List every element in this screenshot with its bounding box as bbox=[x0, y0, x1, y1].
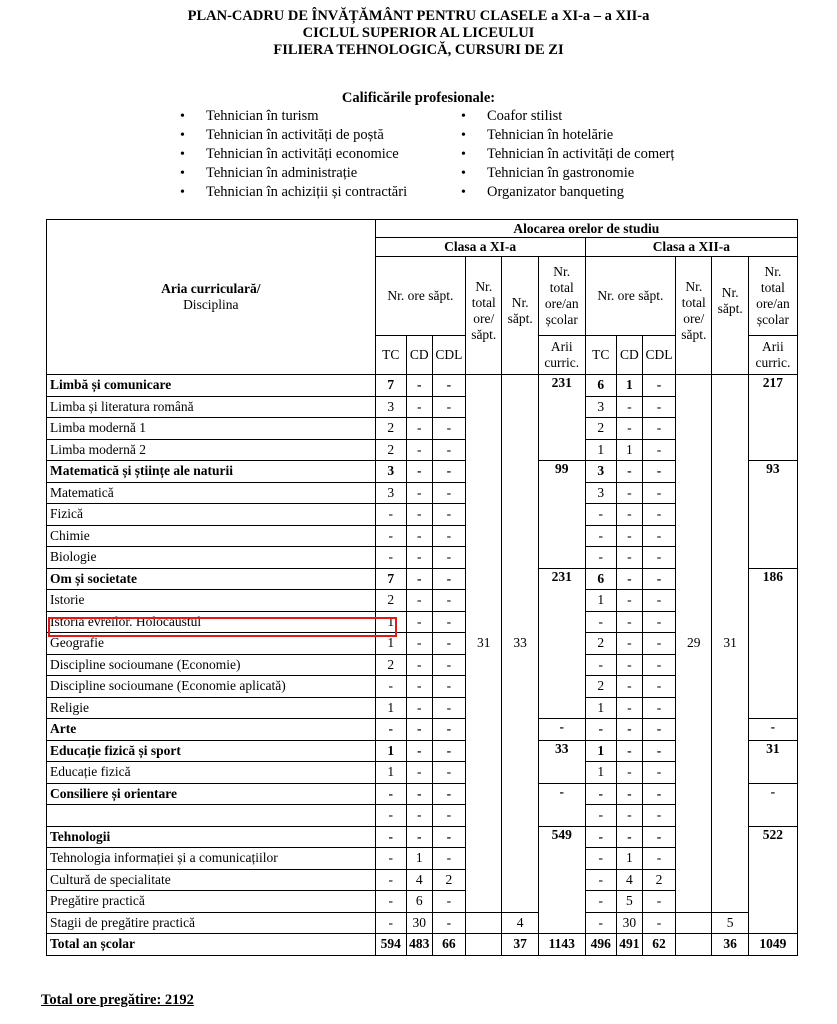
hours-cell-12: 5 bbox=[616, 891, 642, 913]
total-week-header-12: Nr. total ore/ săpt. bbox=[676, 257, 712, 375]
hours-cell-12: 1 bbox=[616, 375, 642, 397]
hours-cell-11: - bbox=[432, 633, 465, 655]
hours-cell-12: - bbox=[642, 697, 675, 719]
total-week-12: 29 bbox=[676, 375, 712, 913]
discipline-name: Geografie bbox=[47, 633, 376, 655]
hours-cell-11: - bbox=[406, 826, 432, 848]
total-week-12-blank bbox=[676, 934, 712, 956]
hours-cell-12: - bbox=[585, 912, 616, 934]
hours-cell-11: - bbox=[432, 783, 465, 805]
qualifications-list-right bbox=[461, 107, 674, 202]
discipline-name: Biologie bbox=[47, 547, 376, 569]
hours-cell-12: - bbox=[616, 525, 642, 547]
hours-cell-12: - bbox=[585, 869, 616, 891]
hours-cell-11: - bbox=[375, 783, 406, 805]
hours-cell-12: - bbox=[616, 590, 642, 612]
hours-cell-12: - bbox=[642, 375, 675, 397]
annual-total-11: - bbox=[538, 783, 585, 826]
area-discipline-header bbox=[47, 220, 376, 375]
hours-cell-12: - bbox=[642, 482, 675, 504]
hours-cell-11: - bbox=[432, 719, 465, 741]
discipline-name: Matematică bbox=[47, 482, 376, 504]
total-hours-11: 66 bbox=[432, 934, 465, 956]
hours-cell-12: - bbox=[642, 719, 675, 741]
tc-header-12: TC bbox=[585, 336, 616, 375]
discipline-name: Arte bbox=[47, 719, 376, 741]
hours-cell-11: - bbox=[375, 525, 406, 547]
nr-weeks-header-11: Nr. săpt. bbox=[502, 257, 538, 375]
total-week-11-empty bbox=[466, 912, 502, 934]
hours-cell-12: 1 bbox=[585, 740, 616, 762]
annual-total-12: 522 bbox=[748, 826, 797, 934]
hours-cell-11: - bbox=[432, 418, 465, 440]
hours-cell-11: - bbox=[375, 547, 406, 569]
hours-cell-11: 7 bbox=[375, 375, 406, 397]
qualification-item: • Tehnician în activități de comerț bbox=[461, 145, 674, 164]
hours-cell-12: - bbox=[585, 654, 616, 676]
page-title-line-2: CICLUL SUPERIOR AL LICEULUI bbox=[302, 25, 535, 41]
hours-cell-11: - bbox=[406, 633, 432, 655]
total-year-header-11: Nr. total ore/an școlar bbox=[538, 257, 585, 336]
hours-cell-11: 2 bbox=[375, 439, 406, 461]
qualification-item: • Tehnician în gastronomie bbox=[461, 164, 674, 183]
hours-cell-12: 1 bbox=[616, 848, 642, 870]
hours-cell-11: 1 bbox=[375, 697, 406, 719]
hours-cell-12: 1 bbox=[585, 762, 616, 784]
discipline-name: Limba modernă 1 bbox=[47, 418, 376, 440]
discipline-name: Cultură de specialitate bbox=[47, 869, 376, 891]
cdl-header-12: CDL bbox=[642, 336, 675, 375]
total-training-hours: Total ore pregătire: 2192 bbox=[41, 992, 194, 1008]
annual-total-11: - bbox=[538, 719, 585, 741]
hours-cell-12: - bbox=[642, 590, 675, 612]
hours-cell-12: - bbox=[642, 676, 675, 698]
hours-cell-12: - bbox=[616, 654, 642, 676]
hours-cell-12: - bbox=[616, 504, 642, 526]
hours-cell-11: 6 bbox=[406, 891, 432, 913]
page-title-line-1: PLAN-CADRU DE ÎNVĂȚĂMÂNT PENTRU CLASELE a XI-a – a XII-a bbox=[187, 8, 650, 24]
total-label: Total an școlar bbox=[47, 934, 376, 956]
discipline-name: Religie bbox=[47, 697, 376, 719]
curriculum-table bbox=[46, 219, 798, 956]
hours-cell-11: 7 bbox=[375, 568, 406, 590]
hours-cell-12: - bbox=[616, 676, 642, 698]
hours-cell-12: - bbox=[642, 461, 675, 483]
total-hours-11: 483 bbox=[406, 934, 432, 956]
hours-cell-11: - bbox=[375, 826, 406, 848]
discipline-name: Om și societate bbox=[47, 568, 376, 590]
hours-cell-11: - bbox=[432, 547, 465, 569]
arii-header-12: Arii curric. bbox=[748, 336, 797, 375]
qualification-item: • Tehnician în administrație bbox=[180, 164, 407, 183]
total-year-11: 1143 bbox=[538, 934, 585, 956]
hours-cell-11: - bbox=[432, 912, 465, 934]
total-year-header-12: Nr. total ore/an școlar bbox=[748, 257, 797, 336]
hours-cell-11: - bbox=[432, 461, 465, 483]
annual-total-11: 33 bbox=[538, 740, 585, 783]
annual-total-11: 231 bbox=[538, 568, 585, 719]
annual-total-12: 186 bbox=[748, 568, 797, 719]
qualification-item: • Tehnician în activități economice bbox=[180, 145, 407, 164]
hours-cell-11: - bbox=[375, 869, 406, 891]
qualification-item: • Organizator banqueting bbox=[461, 183, 674, 202]
hours-cell-11: - bbox=[432, 805, 465, 827]
hours-cell-12: - bbox=[642, 547, 675, 569]
hours-cell-12: 1 bbox=[585, 697, 616, 719]
hours-cell-11: - bbox=[375, 719, 406, 741]
hours-cell-12: - bbox=[616, 719, 642, 741]
hours-cell-11: - bbox=[432, 654, 465, 676]
hours-cell-11: - bbox=[406, 654, 432, 676]
hours-cell-12: - bbox=[616, 482, 642, 504]
hours-cell-12: - bbox=[642, 654, 675, 676]
annual-total-12: 217 bbox=[748, 375, 797, 461]
hours-cell-12: 3 bbox=[585, 396, 616, 418]
hours-cell-11: - bbox=[375, 891, 406, 913]
discipline-name: Limbă și comunicare bbox=[47, 375, 376, 397]
hours-cell-12: 3 bbox=[585, 482, 616, 504]
annual-total-12: - bbox=[748, 783, 797, 826]
discipline-name: Fizică bbox=[47, 504, 376, 526]
hours-cell-11: - bbox=[406, 676, 432, 698]
qualification-item: • Coafor stilist bbox=[461, 107, 674, 126]
weekly-hours-header-12: Nr. ore săpt. bbox=[585, 257, 675, 336]
hours-cell-12: - bbox=[642, 912, 675, 934]
weeks-11: 33 bbox=[502, 375, 538, 913]
hours-cell-12: 2 bbox=[585, 633, 616, 655]
hours-cell-12: - bbox=[642, 848, 675, 870]
hours-cell-11: - bbox=[432, 396, 465, 418]
hours-cell-11: - bbox=[375, 912, 406, 934]
discipline-name: Limba modernă 2 bbox=[47, 439, 376, 461]
hours-cell-12: - bbox=[642, 783, 675, 805]
discipline-name: Limba și literatura română bbox=[47, 396, 376, 418]
discipline-name: Pregătire practică bbox=[47, 891, 376, 913]
hours-cell-12: - bbox=[642, 633, 675, 655]
total-hours-12: 496 bbox=[585, 934, 616, 956]
qualifications-list-left bbox=[180, 107, 407, 202]
hours-cell-11: 30 bbox=[406, 912, 432, 934]
hours-cell-12: 2 bbox=[642, 869, 675, 891]
hours-cell-11: 2 bbox=[375, 590, 406, 612]
hours-cell-11: 3 bbox=[375, 482, 406, 504]
hours-cell-11: - bbox=[432, 568, 465, 590]
hours-cell-11: 3 bbox=[375, 396, 406, 418]
total-year-12: 1049 bbox=[748, 934, 797, 956]
hours-cell-12: 4 bbox=[616, 869, 642, 891]
discipline-name: Tehnologia informației și a comunicațiilor bbox=[47, 848, 376, 870]
hours-cell-12: - bbox=[616, 396, 642, 418]
hours-cell-12: - bbox=[616, 611, 642, 633]
hours-cell-12: - bbox=[642, 891, 675, 913]
weekly-hours-header-11: Nr. ore săpt. bbox=[375, 257, 465, 336]
hours-cell-12: - bbox=[616, 783, 642, 805]
hours-cell-11: - bbox=[406, 375, 432, 397]
hours-cell-12: - bbox=[642, 568, 675, 590]
hours-cell-12: 30 bbox=[616, 912, 642, 934]
total-weeks-11: 37 bbox=[502, 934, 538, 956]
hours-cell-11: - bbox=[432, 740, 465, 762]
hours-cell-11: - bbox=[406, 482, 432, 504]
discipline-header-label: Disciplina bbox=[183, 297, 239, 312]
hours-cell-12: 6 bbox=[585, 568, 616, 590]
annual-total-12: - bbox=[748, 719, 797, 741]
hours-cell-12: - bbox=[642, 525, 675, 547]
hours-cell-12: - bbox=[616, 461, 642, 483]
hours-cell-12: 2 bbox=[585, 418, 616, 440]
hours-cell-11: - bbox=[406, 805, 432, 827]
hours-cell-12: - bbox=[642, 826, 675, 848]
table-row bbox=[47, 912, 798, 934]
discipline-name: Educație fizică și sport bbox=[47, 740, 376, 762]
hours-cell-11: - bbox=[432, 697, 465, 719]
hours-cell-12: - bbox=[585, 547, 616, 569]
hours-cell-12: - bbox=[642, 418, 675, 440]
hours-cell-11: 3 bbox=[375, 461, 406, 483]
hours-cell-11: - bbox=[406, 547, 432, 569]
curriculum-table-body bbox=[47, 375, 798, 956]
discipline-name: Matematică și științe ale naturii bbox=[47, 461, 376, 483]
nr-weeks-header-12: Nr. săpt. bbox=[712, 257, 748, 375]
hours-cell-12: - bbox=[616, 418, 642, 440]
hours-cell-11: - bbox=[406, 418, 432, 440]
discipline-name: Tehnologii bbox=[47, 826, 376, 848]
hours-cell-12: - bbox=[585, 504, 616, 526]
hours-cell-11: - bbox=[406, 461, 432, 483]
cdl-header-11: CDL bbox=[432, 336, 465, 375]
hours-cell-11: - bbox=[432, 676, 465, 698]
annual-total-12: 93 bbox=[748, 461, 797, 569]
total-week-12-empty bbox=[676, 912, 712, 934]
hours-cell-12: - bbox=[585, 848, 616, 870]
annual-total-12: 31 bbox=[748, 740, 797, 783]
hours-cell-12: - bbox=[642, 396, 675, 418]
table-row bbox=[47, 375, 798, 397]
total-hours-12: 491 bbox=[616, 934, 642, 956]
hours-cell-11: - bbox=[375, 504, 406, 526]
arii-header-11: Arii curric. bbox=[538, 336, 585, 375]
hours-cell-11: - bbox=[432, 611, 465, 633]
hours-cell-12: - bbox=[616, 547, 642, 569]
cd-header-11: CD bbox=[406, 336, 432, 375]
hours-cell-11: - bbox=[432, 590, 465, 612]
hours-cell-11: - bbox=[406, 697, 432, 719]
total-week-header-11: Nr. total ore/ săpt. bbox=[466, 257, 502, 375]
qualification-item: • Tehnician în activități de poștă bbox=[180, 126, 407, 145]
weeks-12: 31 bbox=[712, 375, 748, 913]
hours-cell-11: - bbox=[406, 504, 432, 526]
hours-cell-11: - bbox=[375, 805, 406, 827]
annual-total-11: 549 bbox=[538, 826, 585, 934]
hours-cell-11: - bbox=[406, 719, 432, 741]
hours-cell-11: 2 bbox=[432, 869, 465, 891]
qualification-item: • Tehnician în turism bbox=[180, 107, 407, 126]
total-hours-12: 62 bbox=[642, 934, 675, 956]
hours-cell-11: - bbox=[375, 848, 406, 870]
qualifications-heading: Calificările profesionale: bbox=[341, 90, 496, 106]
discipline-name: Chimie bbox=[47, 525, 376, 547]
hours-cell-11: - bbox=[432, 762, 465, 784]
hours-cell-12: - bbox=[585, 783, 616, 805]
hours-cell-11: 4 bbox=[406, 869, 432, 891]
hours-cell-12: - bbox=[642, 805, 675, 827]
hours-cell-11: - bbox=[406, 525, 432, 547]
hours-cell-12: - bbox=[616, 762, 642, 784]
hours-cell-12: - bbox=[616, 568, 642, 590]
page-title-line-3: FILIERA TEHNOLOGICĂ, CURSURI DE ZI bbox=[273, 42, 564, 58]
hours-cell-11: - bbox=[432, 504, 465, 526]
hours-cell-12: 1 bbox=[585, 590, 616, 612]
hours-cell-12: - bbox=[585, 805, 616, 827]
qualification-item: • Tehnician în achiziții și contractări bbox=[180, 183, 407, 202]
hours-cell-11: - bbox=[432, 525, 465, 547]
hours-cell-11: - bbox=[406, 396, 432, 418]
hours-cell-12: 6 bbox=[585, 375, 616, 397]
hours-cell-12: - bbox=[616, 805, 642, 827]
hours-cell-12: - bbox=[585, 891, 616, 913]
hours-cell-11: 2 bbox=[375, 418, 406, 440]
hours-cell-11: - bbox=[406, 611, 432, 633]
hours-cell-11: - bbox=[432, 826, 465, 848]
hours-cell-11: - bbox=[406, 590, 432, 612]
hours-cell-11: 1 bbox=[375, 762, 406, 784]
total-hours-11: 594 bbox=[375, 934, 406, 956]
discipline-name bbox=[47, 805, 376, 827]
class-11-header: Clasa a XI-a bbox=[375, 238, 585, 257]
hours-cell-11: - bbox=[406, 740, 432, 762]
hours-cell-12: 1 bbox=[616, 439, 642, 461]
hours-cell-11: - bbox=[406, 568, 432, 590]
discipline-name: Istorie bbox=[47, 590, 376, 612]
total-weeks-12: 36 bbox=[712, 934, 748, 956]
hours-cell-12: - bbox=[642, 439, 675, 461]
hours-cell-11: - bbox=[432, 482, 465, 504]
hours-cell-12: - bbox=[642, 504, 675, 526]
hours-cell-11: - bbox=[375, 676, 406, 698]
weeks-11-stage: 4 bbox=[502, 912, 538, 934]
total-week-11: 31 bbox=[466, 375, 502, 913]
allocation-header: Alocarea orelor de studiu bbox=[375, 220, 797, 238]
hours-cell-11: 1 bbox=[406, 848, 432, 870]
hours-cell-11: 1 bbox=[375, 611, 406, 633]
cd-header-12: CD bbox=[616, 336, 642, 375]
tc-header-11: TC bbox=[375, 336, 406, 375]
qualification-item: • Tehnician în hotelărie bbox=[461, 126, 674, 145]
class-12-header: Clasa a XII-a bbox=[585, 238, 797, 257]
hours-cell-12: - bbox=[642, 762, 675, 784]
hours-cell-12: - bbox=[616, 697, 642, 719]
hours-cell-11: 2 bbox=[375, 654, 406, 676]
hours-cell-12: 2 bbox=[585, 676, 616, 698]
discipline-name: Stagii de pregătire practică bbox=[47, 912, 376, 934]
total-row bbox=[47, 934, 798, 956]
hours-cell-11: - bbox=[406, 762, 432, 784]
highlight-box bbox=[48, 617, 397, 637]
weeks-12-stage: 5 bbox=[712, 912, 748, 934]
hours-cell-11: - bbox=[432, 375, 465, 397]
hours-cell-12: - bbox=[616, 826, 642, 848]
hours-cell-12: - bbox=[585, 525, 616, 547]
hours-cell-12: 3 bbox=[585, 461, 616, 483]
hours-cell-12: - bbox=[616, 633, 642, 655]
annual-total-11: 99 bbox=[538, 461, 585, 569]
hours-cell-11: 1 bbox=[375, 633, 406, 655]
hours-cell-11: - bbox=[432, 848, 465, 870]
discipline-name: Discipline socioumane (Economie) bbox=[47, 654, 376, 676]
discipline-name: Consiliere și orientare bbox=[47, 783, 376, 805]
total-week-11-blank bbox=[466, 934, 502, 956]
hours-cell-11: - bbox=[432, 891, 465, 913]
hours-cell-11: - bbox=[406, 439, 432, 461]
hours-cell-12: 1 bbox=[585, 439, 616, 461]
hours-cell-11: 1 bbox=[375, 740, 406, 762]
hours-cell-11: - bbox=[406, 783, 432, 805]
hours-cell-11: - bbox=[432, 439, 465, 461]
area-header-label: Aria curriculară/ bbox=[161, 281, 261, 296]
hours-cell-12: - bbox=[616, 740, 642, 762]
hours-cell-12: - bbox=[585, 719, 616, 741]
annual-total-11: 231 bbox=[538, 375, 585, 461]
discipline-name: Discipline socioumane (Economie aplicată) bbox=[47, 676, 376, 698]
discipline-name: Educație fizică bbox=[47, 762, 376, 784]
discipline-name: Istoria evreilor. Holocaustul bbox=[47, 611, 376, 633]
hours-cell-12: - bbox=[585, 826, 616, 848]
hours-cell-12: - bbox=[585, 611, 616, 633]
hours-cell-12: - bbox=[642, 740, 675, 762]
hours-cell-12: - bbox=[642, 611, 675, 633]
